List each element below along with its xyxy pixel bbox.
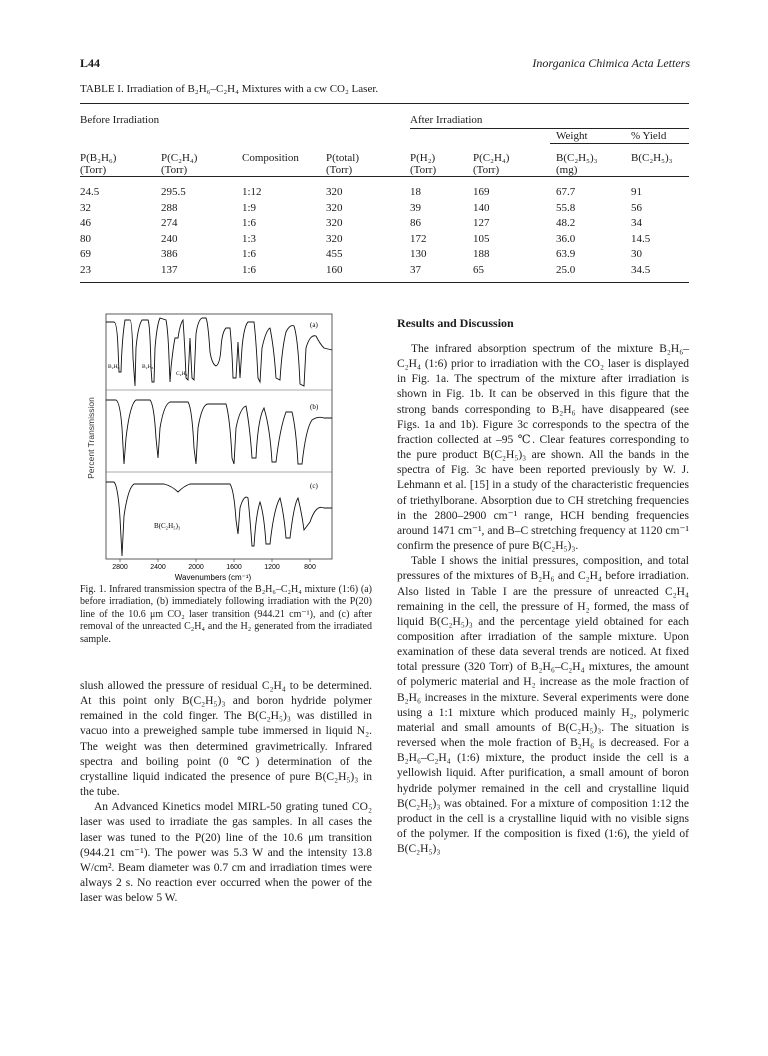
table-header-unit: (Torr) — [410, 164, 437, 176]
x-tick-label: 800 — [304, 564, 316, 571]
table-header-unit: (Torr) — [326, 164, 353, 176]
panel-label-a: (a) — [310, 321, 318, 329]
table-cell: 172 — [410, 232, 427, 245]
table-group-after: After Irradiation — [410, 114, 483, 126]
table-cell: 80 — [80, 232, 91, 245]
table-cell: 86 — [410, 217, 421, 229]
table-header-cell: P(total) — [326, 152, 359, 164]
table-top-rule — [80, 103, 689, 104]
table-subgroup-weight: Weight — [556, 130, 588, 142]
x-axis-label: Wavenumbers (cm⁻¹) — [174, 573, 252, 582]
table-header-cell: Composition — [242, 152, 299, 164]
right-column-text — [397, 342, 689, 857]
table-group-rule — [410, 128, 689, 129]
table-cell: 63.9 — [556, 248, 576, 260]
y-axis-label: Percent Transmission — [86, 397, 96, 479]
table-cell: 455 — [326, 248, 343, 260]
label-b2h6-mid: B₂H₆ — [142, 364, 154, 370]
table-header-cell: P(B₂H₆) — [80, 152, 117, 164]
table-bottom-rule — [80, 282, 689, 283]
x-tick-label: 1200 — [264, 564, 280, 571]
table-header-cell: P(C₂H₄) — [161, 152, 198, 164]
x-tick-label: 2000 — [188, 564, 204, 571]
right-paragraph-2: Table I shows the initial pressures, composition, and total pressures of the mixtures of B₂H₆ and C₂H₄ before irradiation. Also listed in Table I are the pressure of unreacted C₂H₄ remaining in the cell, the pressure of H₂ formed, the mass of liquid B(C₂H₅)₃ and the percentage yield obtained for each composition after irradiation of the sample mixture. Upon examination of these data several trends are noticed. At fixed total pressure (320 Torr) of B₂H₆–C₂H₄ mixtures, the amount of polymeric material and H₂ increase as the mole fraction of B₂H₆ increases in the mixture. Several experiments were done using a 1:1 mixture which produced mainly H₂, polymeric material and small amounts of B(C₂H₅)₃. The situation is reversed when the mole fraction of B₂H₆ is decreased. For a B₂H₆–C₂H₄ (1:6) mixture, the product inside the cell is a yellowish liquid. After purification, a small amount of boron hydride polymer remained in the cell and crystalline liquid B(C₂H₅)₃ was obtained. For a mixture of composition 1:12 the product in the cell is a crystalline liquid with no visible signs of the polymer. If the composition is fixed (1:6), the yield of B(C₂H₅)₃ — [397, 555, 689, 856]
table-cell: 14.5 — [631, 232, 651, 245]
section-heading: Results and Discussion — [397, 316, 514, 330]
table-cell: 320 — [326, 217, 343, 229]
table-cell: 32 — [80, 201, 91, 214]
table-cell: 140 — [473, 201, 490, 214]
right-paragraph-1: The infrared absorption spectrum of the mixture B₂H₆–C₂H₄ (1:6) prior to irradiation with the CO₂ laser is displayed in Fig. 1a. The spectrum of the mixture after irradiation is shown in Fig. 1b. It can be observed in this figure that the strong bands corresponding to B₂H₆ have disappeared (see Figs. 1a and 1b). Figure 3c corresponds to the spectra of the fraction collected at –95 ℃. Clear features corresponding to the pure product B(C₂H₅)₃ are shown. All the bands in the spectra of Fig. 3c have been reported previously by W. J. Lehmann et al. [15] in a study of the characteristic frequencies of triethylborane. Absorption due to CH stretching frequencies in the 2800–2900 cm⁻¹ range, HCH bending frequencies around 1471 cm⁻¹, and B–C stretching frequency at 1120 cm⁻¹ confirm the presence of pure B(C₂H₅)₃. — [397, 343, 689, 553]
table-cell: 1:6 — [242, 263, 257, 276]
table-cell: 320 — [326, 186, 343, 198]
table-caption: TABLE I. Irradiation of B₂H₆–C₂H₄ Mixtures with a cw CO₂ Laser. — [80, 83, 379, 95]
table-header-cell: B(C₂H₅)₃ — [631, 152, 673, 164]
table-cell: 188 — [473, 248, 490, 260]
table-cell: 18 — [410, 186, 421, 198]
table-cell: 240 — [161, 232, 178, 245]
table-cell: 1:6 — [242, 217, 257, 229]
ir-spectra-plot — [80, 308, 372, 583]
table-cell: 34 — [631, 217, 642, 229]
left-paragraph-1: slush allowed the pressure of residual C₂H₄ to be determined. At this point only B(C₂H₅)₃ and boron hydride polymer remained in the cold finger. The B(C₂H₅)₃ was distilled in vacuo into a preweighed sample tube immersed in liquid N₂. The weight was then determined gravimetrically. Infrared spectra and boiling point (0 ℃) determination of the crystalline liquid indicated the presence of pure B(C₂H₅)₃ in the tube. — [80, 680, 372, 799]
table-cell: 36.0 — [556, 232, 576, 245]
table-cell: 25.0 — [556, 263, 576, 276]
table-cell: 34.5 — [631, 263, 651, 276]
x-tick-label: 2800 — [112, 564, 128, 571]
table-cell: 320 — [326, 232, 343, 245]
figure-caption: Fig. 1. Infrared transmission spectra of the B₂H₆–C₂H₄ mixture (1:6) (a) before irradiation, (b) immediately following irradiation with the P(20) line of the 10.6 μm CO₂ laser transition (944.21 cm⁻¹), and (c) after removal of the unreacted C₂H₄ and the H₂ generated from the irradiated sample. — [80, 584, 372, 645]
spectrum-a — [106, 318, 332, 386]
table-cell: 105 — [473, 232, 490, 245]
table-cell: 37 — [410, 263, 421, 276]
table-cell: 137 — [161, 263, 178, 276]
table-cell: 127 — [473, 217, 490, 229]
table-cell: 295.5 — [161, 186, 186, 198]
table-cell: 1:3 — [242, 232, 257, 245]
table-header-unit: (Torr) — [473, 164, 500, 176]
table-cell: 67.7 — [556, 186, 576, 198]
label-b2h6-left: B₂H₆ — [108, 364, 120, 370]
ir-spectra-figure — [80, 308, 372, 583]
table-subgroup-rule — [550, 143, 689, 144]
table-group-before: Before Irradiation — [80, 114, 160, 126]
table-cell: 23 — [80, 263, 91, 276]
table-cell: 130 — [410, 248, 427, 260]
table-header-cell: P(C₂H₄) — [473, 152, 510, 164]
table-header-unit: (mg) — [556, 164, 578, 176]
table-cell: 30 — [631, 248, 642, 260]
table-cell: 56 — [631, 201, 642, 214]
table-cell: 1:12 — [242, 186, 262, 198]
table-cell: 1:6 — [242, 248, 257, 260]
table-cell: 46 — [80, 217, 91, 229]
table-header-cell: B(C₂H₅)₃ — [556, 152, 598, 164]
page-number: L44 — [80, 56, 101, 70]
table-header-rule — [80, 176, 689, 177]
x-tick-label: 1600 — [226, 564, 242, 571]
table-subgroup-yield: % Yield — [631, 130, 667, 142]
x-axis-ticks — [112, 559, 316, 571]
left-paragraph-2: An Advanced Kinetics model MIRL-50 grating tuned CO₂ laser was used to irradiate the gas samples. In all cases the laser was tuned to the P(20) line of the 10.6 μm transition (944.21 cm⁻¹). The power was 5.3 W and the intensity 13.8 W/cm². Beam diameter was 0.7 cm and irradiation times were always 2 s. No reaction ever occurred when the power of the laser was below 5 W. — [80, 801, 372, 905]
table-cell: 1:9 — [242, 201, 257, 214]
table-cell: 69 — [80, 248, 91, 260]
table-cell: 65 — [473, 263, 484, 276]
panel-label-c: (c) — [310, 482, 318, 490]
table-cell: 320 — [326, 201, 343, 214]
table-cell: 48.2 — [556, 217, 576, 229]
table-cell: 91 — [631, 186, 642, 198]
table-cell: 55.8 — [556, 201, 576, 214]
x-tick-label: 2400 — [150, 564, 166, 571]
spectrum-b — [106, 400, 332, 464]
table-cell: 288 — [161, 201, 178, 214]
left-column-text — [80, 679, 372, 906]
table-cell: 39 — [410, 201, 421, 214]
panel-label-b: (b) — [310, 403, 319, 411]
table-cell: 160 — [326, 263, 343, 276]
table-cell: 24.5 — [80, 186, 100, 198]
table-cell: 169 — [473, 186, 490, 198]
table-cell: 386 — [161, 248, 178, 260]
label-bc2h5: B(C₂H₅)₃ — [154, 522, 181, 530]
label-c2h4: C₂H₄ — [176, 371, 188, 377]
table-header-unit: (Torr) — [80, 164, 107, 176]
table-header-cell: P(H₂) — [410, 152, 436, 164]
table-cell: 274 — [161, 217, 178, 229]
table-header-unit: (Torr) — [161, 164, 188, 176]
journal-name: Inorganica Chimica Acta Letters — [532, 56, 690, 70]
spectrum-c — [106, 482, 332, 556]
